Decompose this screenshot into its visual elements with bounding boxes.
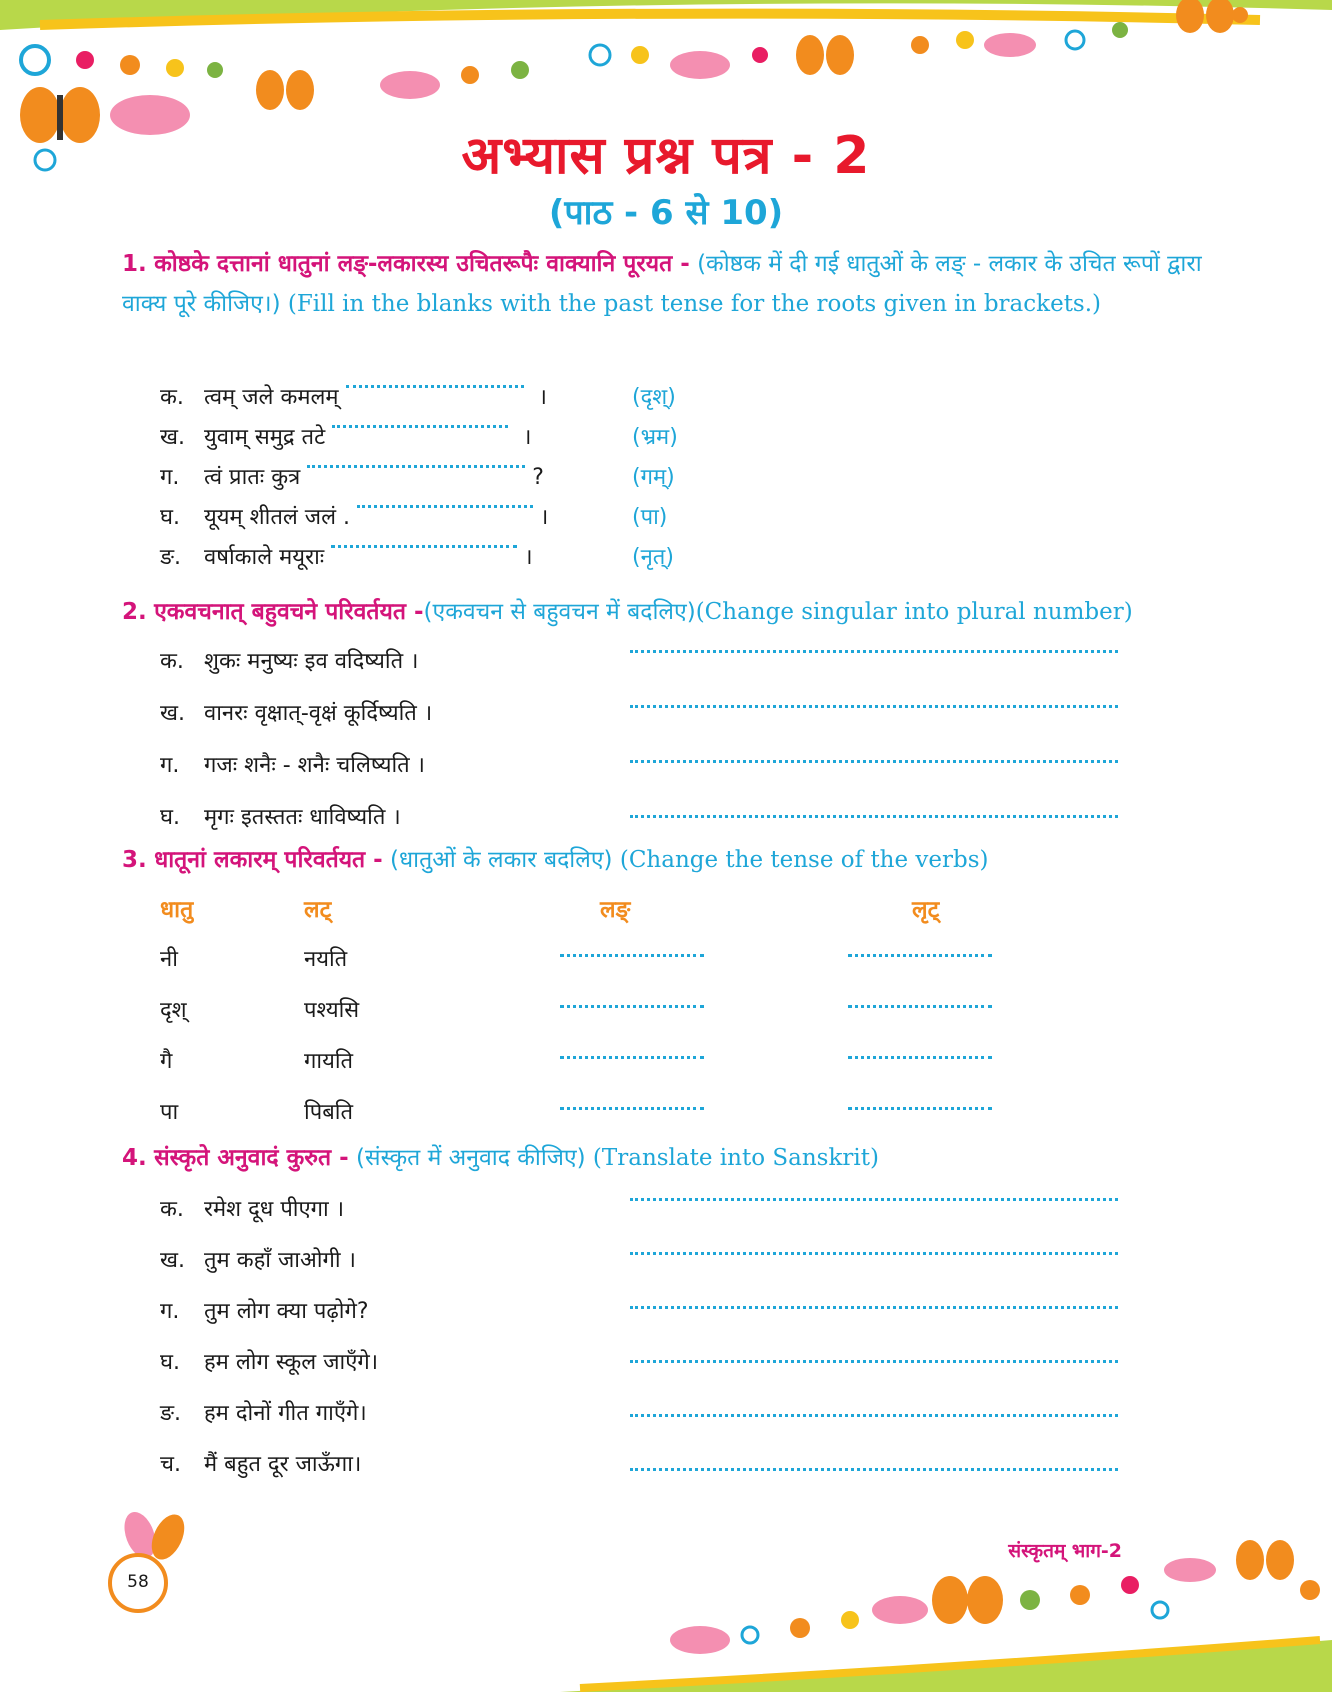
question-2-items — [160, 642, 432, 850]
question-1-roots — [632, 378, 678, 578]
table-cell-lat: पिबति — [304, 1100, 353, 1125]
answer-blank[interactable] — [630, 760, 1118, 763]
book-title: संस्कृतम् भाग-2 — [1008, 1540, 1122, 1562]
flower-icon — [207, 62, 223, 78]
petal-icon — [984, 33, 1036, 57]
item-text: हम लोग स्कूल जाएँगे। — [204, 1350, 379, 1375]
flower-icon — [1020, 1590, 1040, 1610]
question-sanskrit: संस्कृते अनुवादं कुरुत - — [154, 1145, 349, 1171]
item-text: शुकः मनुष्यः इव वदिष्यति । — [204, 649, 419, 674]
answer-blank[interactable] — [357, 505, 533, 508]
question-4-answer-lines — [630, 1198, 1118, 1471]
answer-blank[interactable] — [630, 1360, 1118, 1363]
root-hint: (नृत्) — [632, 545, 674, 570]
answer-blank[interactable] — [332, 425, 508, 428]
answer-blank[interactable] — [630, 1198, 1118, 1201]
item-text: तुम कहाँ जाओगी । — [204, 1248, 356, 1273]
petal-icon — [1164, 1558, 1216, 1582]
swirl-icon — [1152, 1602, 1168, 1618]
item-end: । — [524, 545, 533, 570]
list-item — [160, 746, 432, 798]
root-hint: (गम्) — [632, 465, 675, 490]
swirl-icon — [590, 45, 610, 65]
question-english: (Change singular into plural number) — [695, 599, 1133, 625]
question-sanskrit: धातूनां लकारम् परिवर्तयत - — [154, 847, 383, 873]
table-row — [160, 940, 1060, 991]
question-hindi: (एकवचन से बहुवचन में बदलिए) — [423, 599, 696, 625]
table-header: लट् — [304, 897, 332, 923]
flower-icon — [752, 47, 768, 63]
item-text: त्वं प्रातः कुत्र — [204, 465, 301, 490]
list-item — [160, 1241, 378, 1292]
page-subtitle: (पाठ - 6 से 10) — [548, 193, 784, 233]
item-text: रमेश दूध पीएगा । — [204, 1197, 345, 1222]
flower-icon — [790, 1618, 810, 1638]
table-header: लृट् — [912, 897, 940, 923]
item-text: यूयम् शीतलं जलं . — [204, 505, 351, 530]
answer-blank[interactable] — [848, 1107, 992, 1110]
item-label: घ. — [160, 1350, 180, 1375]
item-label: ग. — [160, 465, 180, 490]
page-number-badge — [100, 1505, 210, 1615]
answer-blank[interactable] — [630, 1306, 1118, 1309]
butterfly-icon — [932, 1576, 1003, 1624]
flower-icon — [841, 1611, 859, 1629]
item-end: । — [538, 385, 547, 410]
item-text: तुम लोग क्या पढ़ोगे? — [204, 1299, 369, 1324]
item-text: मृगः इतस्ततः धाविष्यति । — [204, 805, 401, 830]
flower-icon — [511, 61, 529, 79]
swirl-icon — [742, 1627, 758, 1643]
list-item — [160, 1394, 378, 1445]
item-label: ग. — [160, 753, 180, 778]
butterfly-icon — [1236, 1540, 1294, 1580]
flower-icon — [1070, 1585, 1090, 1605]
answer-blank[interactable] — [560, 1056, 704, 1059]
table-row — [160, 1093, 1060, 1144]
list-item — [160, 642, 432, 694]
item-end: ? — [532, 465, 544, 490]
root-hint: (दृश्) — [632, 385, 676, 410]
item-text: वर्षाकाले मयूराः — [204, 545, 325, 570]
list-item — [160, 1190, 378, 1241]
table-header: लङ् — [600, 897, 631, 923]
swirl-icon — [1066, 31, 1084, 49]
answer-blank[interactable] — [848, 1056, 992, 1059]
item-label: ग. — [160, 1299, 180, 1324]
list-item — [160, 458, 548, 498]
table-cell-dhatu: नी — [160, 947, 178, 972]
table-row — [160, 1042, 1060, 1093]
question-number: 2. — [122, 599, 147, 625]
flower-icon — [1112, 22, 1128, 38]
flower-icon — [911, 36, 929, 54]
question-number: 3. — [122, 847, 147, 873]
answer-blank[interactable] — [848, 1005, 992, 1008]
item-text: मैं बहुत दूर जाऊँगा। — [204, 1452, 362, 1477]
answer-blank[interactable] — [630, 650, 1118, 653]
question-4-heading — [122, 1138, 1222, 1178]
answer-blank[interactable] — [630, 815, 1118, 818]
item-label: घ. — [160, 505, 180, 530]
butterfly-icon — [796, 35, 854, 75]
petal-icon — [872, 1596, 928, 1624]
item-text: हम दोनों गीत गाएँगे। — [204, 1401, 367, 1426]
question-1-items — [160, 378, 548, 578]
flower-icon — [166, 59, 184, 77]
table-cell-lat: नयति — [304, 947, 348, 972]
item-label: क. — [160, 649, 184, 674]
butterfly-icon — [256, 70, 314, 110]
item-text: त्वम् जले कमलम् — [204, 385, 339, 410]
list-item — [160, 538, 548, 578]
item-label: ङ. — [160, 545, 182, 570]
petal-icon — [380, 71, 440, 99]
list-item — [160, 378, 548, 418]
list-item — [160, 498, 548, 538]
item-label: क. — [160, 1197, 184, 1222]
answer-blank[interactable] — [560, 1107, 704, 1110]
petal-icon — [670, 51, 730, 79]
list-item — [160, 418, 548, 458]
flower-icon — [461, 66, 479, 84]
list-item — [160, 694, 432, 746]
answer-blank[interactable] — [331, 545, 517, 548]
item-label: क. — [160, 385, 184, 410]
question-english: (Fill in the blanks with the past tense for the roots given in brackets.) — [287, 291, 1102, 317]
flower-icon — [1300, 1580, 1320, 1600]
table-row — [160, 991, 1060, 1042]
root-hint: (भ्रम) — [632, 425, 678, 450]
question-sanskrit: एकवचनात् बहुवचने परिवर्तयत - — [154, 599, 424, 625]
answer-blank[interactable] — [630, 705, 1118, 708]
table-cell-lat: पश्यसि — [304, 998, 360, 1023]
question-english: (Change the tense of the verbs) — [619, 847, 989, 873]
table-cell-dhatu: दृश् — [160, 998, 187, 1023]
item-label: ख. — [160, 701, 185, 726]
item-text: गजः शनैः - शनैः चलिष्यति । — [204, 753, 426, 778]
flower-icon — [76, 51, 94, 69]
question-hindi: (कोष्ठक में दी गई धातुओं के लङ् - लकार के उचित रूपों द्वारा वाक्य पूरे कीजिए।) — [122, 251, 1202, 317]
item-end: । — [523, 425, 532, 450]
list-item — [160, 1292, 378, 1343]
question-number: 1. — [122, 251, 147, 277]
item-label: ङ. — [160, 1401, 182, 1426]
answer-blank[interactable] — [630, 1252, 1118, 1255]
list-item — [160, 1343, 378, 1394]
question-sanskrit: कोष्ठके दत्तानां धातुनां लङ्-लकारस्य उचितरूपैः वाक्यानि पूरयत - — [154, 251, 690, 277]
petal-icon — [670, 1626, 730, 1654]
item-label: ख. — [160, 1248, 185, 1273]
flower-icon — [1232, 7, 1248, 23]
question-3-heading — [122, 840, 1222, 880]
question-1-heading — [122, 244, 1212, 324]
question-2-heading — [122, 592, 1222, 632]
question-hindi: (संस्कृत में अनुवाद कीजिए) — [356, 1145, 586, 1171]
answer-blank[interactable] — [346, 385, 524, 388]
item-end: । — [540, 505, 549, 530]
page-title: अभ्यास प्रश्न पत्र - 2 — [461, 126, 871, 186]
page-number: 58 — [127, 1572, 149, 1592]
table-cell-dhatu: गै — [160, 1049, 173, 1074]
swirl-icon — [21, 46, 49, 74]
item-text: वानरः वृक्षात्-वृक्षं कूर्दिष्यति । — [204, 701, 433, 726]
item-text: युवाम् समुद्र तटे — [204, 425, 326, 450]
question-hindi: (धातुओं के लकार बदलिए) — [390, 847, 613, 873]
flower-icon — [1121, 1576, 1139, 1594]
flower-icon — [631, 46, 649, 64]
table-cell-dhatu: पा — [160, 1100, 179, 1125]
question-2-answer-lines — [630, 650, 1118, 818]
question-4-items — [160, 1190, 378, 1496]
answer-blank[interactable] — [560, 1005, 704, 1008]
table-cell-lat: गायति — [304, 1049, 354, 1074]
root-hint: (पा) — [632, 505, 668, 530]
answer-blank[interactable] — [848, 954, 992, 957]
question-english: (Translate into Sanskrit) — [592, 1145, 879, 1171]
answer-blank[interactable] — [560, 954, 704, 957]
flower-icon — [120, 55, 140, 75]
item-label: घ. — [160, 805, 180, 830]
item-label: ख. — [160, 425, 185, 450]
bottom-floral-banner — [560, 1540, 1332, 1692]
list-item — [160, 1445, 378, 1496]
answer-blank[interactable] — [307, 465, 525, 468]
table-header: धातु — [160, 897, 194, 923]
item-label: च. — [160, 1452, 181, 1477]
question-number: 4. — [122, 1145, 147, 1171]
flower-icon — [956, 31, 974, 49]
answer-blank[interactable] — [630, 1468, 1118, 1471]
verb-table — [160, 940, 1060, 1144]
answer-blank[interactable] — [630, 1414, 1118, 1417]
